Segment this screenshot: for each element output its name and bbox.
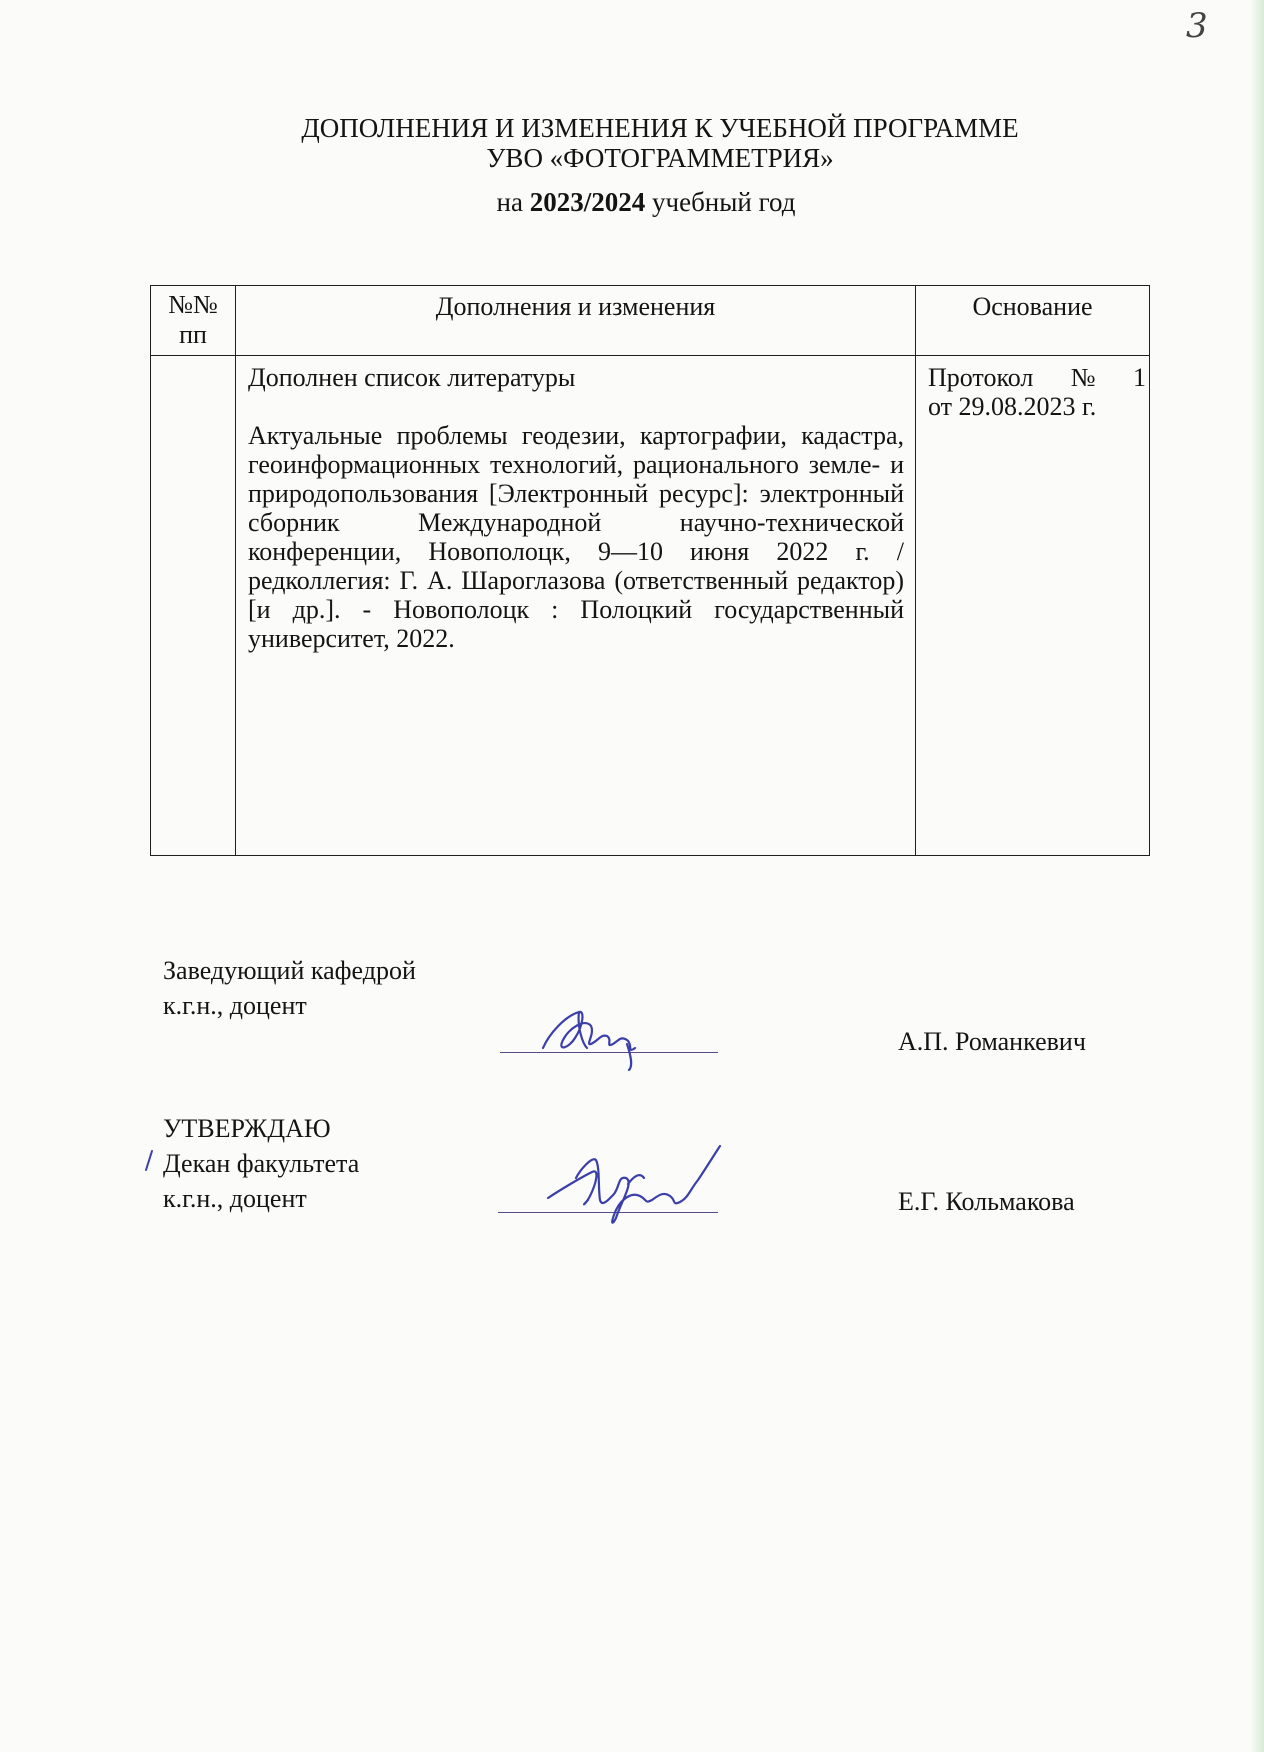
header-number: №№ пп [151,286,236,356]
dean-name: Е.Г. Кольмакова [898,1187,1075,1216]
page-number: 3 [1186,6,1208,46]
row-basis: Протокол № 1 от 29.08.2023 г. [916,356,1150,856]
basis-date: от 29.08.2023 г. [928,392,1097,421]
heading-line-3: на 2023/2024 учебный год [496,187,796,217]
change-reference: Актуальные проблемы геодезии, картографии, кадастра, геоинформационных технологий, рационального земле- и природопользования [Электронный ресурс]: электронный сборник Международной научно-технической конференции, Новополоцк, 9—10 июня 2022 г. / редколлегия: Г. А. Шароглазова (ответственный редактор) [и др.]. - Новополоцк : Полоцкий государственный университет, 2022. [248,421,904,653]
academic-year: 2023/2024 [529,187,646,217]
table-header-row [151,286,1150,356]
head-role-line-1: Заведующий кафедрой [163,956,416,985]
scan-edge [1250,0,1264,1752]
table-row [151,356,1150,856]
heading-line-2: УВО «ФОТОГРАММЕТРИЯ» [486,143,834,173]
head-role-line-2: к.г.н., доцент [163,991,307,1020]
approve-label: УТВЕРЖДАЮ [163,1114,331,1143]
approve-role-line-1: Декан факультета [163,1149,360,1178]
change-title: Дополнен список литературы [248,363,576,392]
row-changes [236,356,916,856]
margin-stroke-icon [142,1148,156,1174]
approve-role-line-2: к.г.н., доцент [163,1184,307,1213]
row-number [151,356,236,856]
head-name: А.П. Романкевич [898,1027,1086,1056]
dean-signature-icon [540,1138,730,1230]
header-changes: Дополнения и изменения [236,286,916,356]
header-basis: Основание [916,286,1150,356]
heading-line-1: ДОПОЛНЕНИЯ И ИЗМЕНЕНИЯ К УЧЕБНОЙ ПРОГРАММЕ [301,113,1019,143]
changes-table [150,285,1150,856]
head-signature-icon [535,1004,665,1076]
